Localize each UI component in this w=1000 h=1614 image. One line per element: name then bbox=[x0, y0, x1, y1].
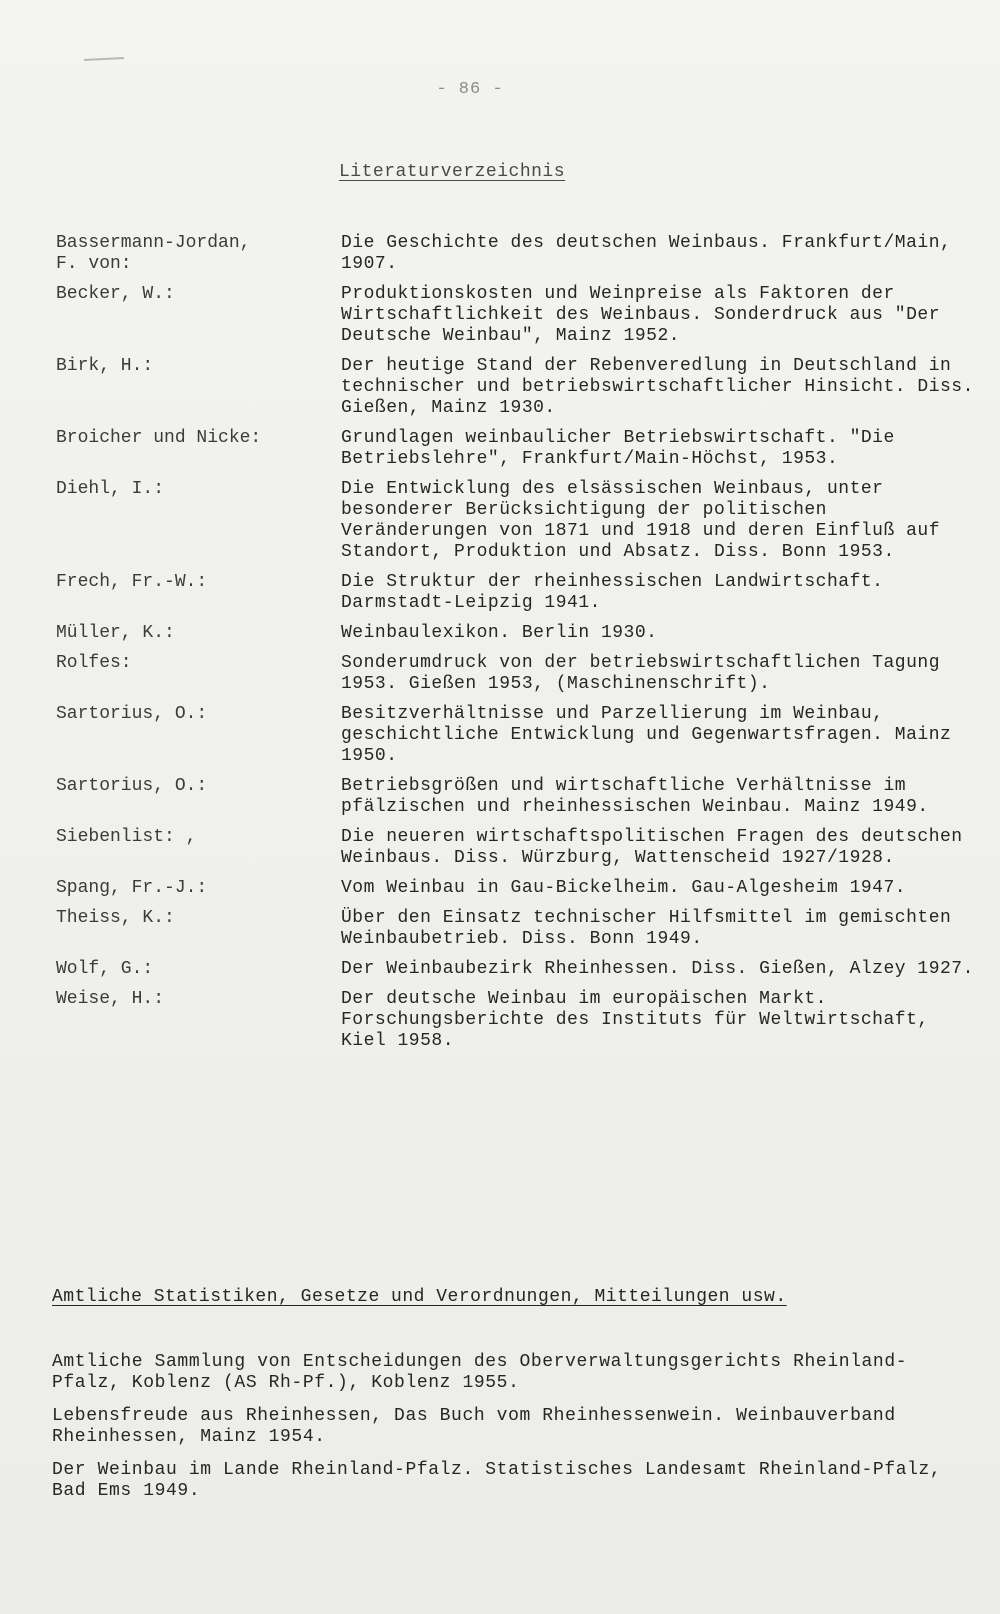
entry-work: Der Weinbaubezirk Rheinhessen. Diss. Gießen, Alzey 1927. bbox=[341, 959, 974, 979]
entry-author: Sartorius, O.: bbox=[56, 776, 208, 796]
bibliography-entry bbox=[56, 827, 976, 869]
entry-author: Birk, H.: bbox=[56, 356, 154, 376]
entry-author: Siebenlist: , bbox=[56, 827, 197, 847]
statistics-entry: Amtliche Sammlung von Entscheidungen des Oberverwaltungsgerichts Rheinland-Pfalz, Koblenz (AS Rh-Pf.), Koblenz 1955. bbox=[52, 1352, 908, 1393]
bibliography-entry bbox=[56, 479, 976, 563]
bibliography-entry bbox=[56, 623, 976, 644]
bibliography-entry bbox=[56, 356, 976, 419]
statistics-list bbox=[52, 1352, 972, 1514]
section-heading: Amtliche Statistiken, Gesetze und Verordnungen, Mitteilungen usw. bbox=[52, 1287, 787, 1307]
bibliography-entry bbox=[56, 908, 976, 950]
page-number: - 86 - bbox=[436, 80, 504, 99]
entry-author: Frech, Fr.-W.: bbox=[56, 572, 208, 592]
entry-work: Vom Weinbau in Gau-Bickelheim. Gau-Algesheim 1947. bbox=[341, 878, 907, 898]
bibliography-entry bbox=[56, 878, 976, 899]
bibliography-entry bbox=[56, 284, 976, 347]
bibliography-entry bbox=[56, 428, 976, 470]
entry-work: Die neueren wirtschaftspolitischen Fragen des deutschen Weinbaus. Diss. Würzburg, Wattenscheid 1927/1928. bbox=[341, 827, 963, 868]
entry-author: Spang, Fr.-J.: bbox=[56, 878, 208, 898]
entry-author: Becker, W.: bbox=[56, 284, 175, 304]
bibliography-entry bbox=[56, 776, 976, 818]
page-title: Literaturverzeichnis bbox=[339, 162, 566, 182]
bibliography-entry bbox=[56, 704, 976, 767]
entry-author: Müller, K.: bbox=[56, 623, 175, 643]
bibliography-entry bbox=[56, 959, 976, 980]
entry-work: Produktionskosten und Weinpreise als Faktoren der Wirtschaftlichkeit des Weinbaus. Sonderdruck aus "Der Deutsche Weinbau", Mainz 1952. bbox=[341, 284, 940, 346]
entry-work: Weinbaulexikon. Berlin 1930. bbox=[341, 623, 658, 643]
statistics-entry: Der Weinbau im Lande Rheinland-Pfalz. Statistisches Landesamt Rheinland-Pfalz, Bad Ems 1949. bbox=[52, 1460, 942, 1501]
entry-work: Sonderumdruck von der betriebswirtschaftlichen Tagung 1953. Gießen 1953, (Maschinenschrift). bbox=[341, 653, 940, 694]
entry-work: Besitzverhältnisse und Parzellierung im Weinbau, geschichtliche Entwicklung und Gegenwartsfragen. Mainz 1950. bbox=[341, 704, 952, 766]
bibliography-entry bbox=[56, 233, 976, 275]
entry-work: Die Entwicklung des elsässischen Weinbaus, unter besonderer Berücksichtigung der politischen Veränderungen von 1871 und 1918 und deren Einfluß auf Standort, Produktion und Absatz. Diss. Bonn 1953. bbox=[341, 479, 940, 562]
entry-author: Wolf, G.: bbox=[56, 959, 154, 979]
entry-author: Sartorius, O.: bbox=[56, 704, 208, 724]
entry-work: Betriebsgrößen und wirtschaftliche Verhältnisse im pfälzischen und rheinhessischen Weinbau. Mainz 1949. bbox=[341, 776, 929, 817]
statistics-entry: Lebensfreude aus Rheinhessen, Das Buch vom Rheinhessenwein. Weinbauverband Rheinhessen, Mainz 1954. bbox=[52, 1406, 896, 1447]
scan-mark bbox=[84, 57, 124, 61]
entry-author: Broicher und Nicke: bbox=[56, 428, 262, 448]
entry-author: Theiss, K.: bbox=[56, 908, 175, 928]
bibliography-list bbox=[56, 233, 976, 1061]
entry-work: Der deutsche Weinbau im europäischen Markt. Forschungsberichte des Instituts für Weltwirtschaft, Kiel 1958. bbox=[341, 989, 929, 1051]
bibliography-entry bbox=[56, 572, 976, 614]
bibliography-entry bbox=[56, 653, 976, 695]
entry-work: Die Struktur der rheinhessischen Landwirtschaft. Darmstadt-Leipzig 1941. bbox=[341, 572, 884, 613]
entry-work: Die Geschichte des deutschen Weinbaus. Frankfurt/Main, 1907. bbox=[341, 233, 952, 274]
entry-work: Über den Einsatz technischer Hilfsmittel im gemischten Weinbaubetrieb. Diss. Bonn 1949. bbox=[341, 908, 952, 949]
entry-work: Der heutige Stand der Rebenveredlung in Deutschland in technischer und betriebswirtschaftlicher Hinsicht. Diss. Gießen, Mainz 1930. bbox=[341, 356, 974, 418]
entry-author: Bassermann-Jordan, F. von: bbox=[56, 233, 251, 274]
entry-author: Weise, H.: bbox=[56, 989, 165, 1009]
entry-author: Diehl, I.: bbox=[56, 479, 165, 499]
bibliography-entry bbox=[56, 989, 976, 1052]
entry-author: Rolfes: bbox=[56, 653, 132, 673]
entry-work: Grundlagen weinbaulicher Betriebswirtschaft. "Die Betriebslehre", Frankfurt/Main-Höchst, 1953. bbox=[341, 428, 895, 469]
